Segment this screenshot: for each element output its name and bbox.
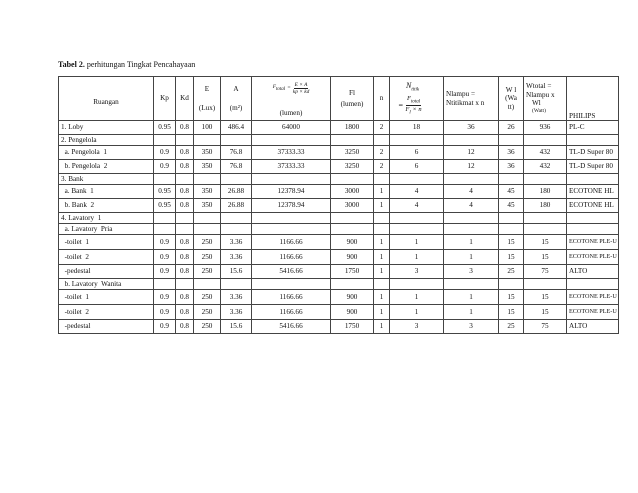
empty-cell: [154, 174, 176, 185]
header-ruangan: [59, 77, 154, 121]
cell-kd: 0.8: [176, 235, 194, 250]
room-name: 1. Loby: [59, 121, 154, 135]
cell-kp: 0.9: [154, 250, 176, 265]
empty-cell: [331, 135, 374, 146]
empty-cell: [194, 279, 221, 290]
empty-cell: [374, 135, 390, 146]
cell-fl: 900: [331, 290, 374, 305]
ntitik-formula: [390, 81, 443, 116]
table-row: [59, 320, 619, 334]
cell-nt: 6: [390, 146, 444, 160]
empty-cell: [154, 224, 176, 235]
empty-cell: [252, 224, 331, 235]
empty-cell: [252, 135, 331, 146]
table-row: [59, 305, 619, 320]
section-label: a. Lavatory Pria: [59, 224, 154, 235]
lamp-brand: ECOTONE PLE-U: [567, 250, 619, 265]
caption-label: Tabel 2.: [58, 60, 85, 69]
cell-kd: 0.8: [176, 160, 194, 174]
room-name: -toilet 1: [59, 290, 154, 305]
empty-cell: [176, 174, 194, 185]
cell-e: 250: [194, 320, 221, 334]
empty-cell: [567, 174, 619, 185]
cell-e: 100: [194, 121, 221, 135]
cell-nt: 4: [390, 199, 444, 213]
table-row: [59, 265, 619, 279]
room-name: a. Bank 1: [59, 185, 154, 199]
cell-kp: 0.9: [154, 305, 176, 320]
cell-kd: 0.8: [176, 290, 194, 305]
empty-cell: [331, 213, 374, 224]
cell-a: 15.6: [221, 320, 252, 334]
cell-wl: 25: [499, 320, 524, 334]
header-brand-text: PHILIPS: [569, 111, 596, 120]
cell-n: 2: [374, 146, 390, 160]
empty-cell: [567, 135, 619, 146]
cell-wl: 15: [499, 290, 524, 305]
empty-cell: [524, 213, 567, 224]
cell-fl: 3000: [331, 199, 374, 213]
header-ftotal-unit: (lumen): [279, 109, 303, 118]
empty-cell: [221, 213, 252, 224]
cell-wt: 432: [524, 146, 567, 160]
cell-kp: 0.9: [154, 160, 176, 174]
cell-fl: 3000: [331, 185, 374, 199]
empty-cell: [374, 213, 390, 224]
cell-ft: 5416.66: [252, 320, 331, 334]
cell-ft: 1166.66: [252, 235, 331, 250]
cell-fl: 3250: [331, 146, 374, 160]
cell-wl: 45: [499, 199, 524, 213]
cell-wt: 180: [524, 185, 567, 199]
empty-cell: [154, 135, 176, 146]
empty-cell: [374, 224, 390, 235]
empty-cell: [221, 135, 252, 146]
wtotal-line2: Nlampu x: [526, 90, 555, 99]
room-name: a. Pengelola 1: [59, 146, 154, 160]
cell-nt: 1: [390, 235, 444, 250]
cell-nl: 12: [444, 160, 499, 174]
cell-n: 1: [374, 235, 390, 250]
ftotal-denominator: kp × kd: [292, 88, 310, 95]
ntitik-numerator-sub: total: [410, 99, 421, 105]
cell-nt: 1: [390, 250, 444, 265]
empty-cell: [331, 279, 374, 290]
empty-cell: [390, 224, 444, 235]
header-e-text: E: [204, 85, 210, 94]
wl-line2: (Wa: [505, 94, 517, 103]
lamp-brand: ECOTONE PLE-U: [567, 235, 619, 250]
empty-cell: [252, 174, 331, 185]
room-name: -toilet 2: [59, 250, 154, 265]
cell-nl: 1: [444, 250, 499, 265]
section-row: [59, 135, 619, 146]
room-name: -toilet 1: [59, 235, 154, 250]
cell-e: 350: [194, 199, 221, 213]
table-caption: [58, 60, 195, 69]
empty-cell: [567, 224, 619, 235]
empty-cell: [444, 213, 499, 224]
empty-cell: [176, 213, 194, 224]
cell-kd: 0.8: [176, 320, 194, 334]
cell-a: 76.8: [221, 146, 252, 160]
cell-n: 1: [374, 250, 390, 265]
section-row: [59, 224, 619, 235]
cell-nl: 4: [444, 199, 499, 213]
empty-cell: [221, 224, 252, 235]
wtotal-line1: Wtotal =: [526, 82, 552, 91]
cell-e: 250: [194, 305, 221, 320]
section-label: 4. Lavatory 1: [59, 213, 154, 224]
empty-cell: [444, 174, 499, 185]
header-n: [374, 77, 390, 121]
cell-n: 1: [374, 265, 390, 279]
caption-title: perhitungan Tingkat Pencahayaan: [84, 60, 196, 69]
cell-e: 350: [194, 146, 221, 160]
lamp-brand: ALTO: [567, 265, 619, 279]
cell-wl: 36: [499, 146, 524, 160]
table-row: [59, 290, 619, 305]
cell-wt: 75: [524, 265, 567, 279]
cell-wt: 75: [524, 320, 567, 334]
cell-n: 2: [374, 160, 390, 174]
cell-wt: 432: [524, 160, 567, 174]
cell-nl: 3: [444, 265, 499, 279]
lamp-brand: ALTO: [567, 320, 619, 334]
cell-e: 250: [194, 265, 221, 279]
ftotal-lhs: F: [272, 83, 276, 90]
cell-a: 26.88: [221, 199, 252, 213]
cell-n: 1: [374, 320, 390, 334]
header-ntitik: [390, 77, 444, 121]
cell-n: 1: [374, 305, 390, 320]
cell-nt: 6: [390, 160, 444, 174]
section-row: [59, 213, 619, 224]
cell-kp: 0.9: [154, 146, 176, 160]
cell-fl: 3250: [331, 160, 374, 174]
empty-cell: [331, 174, 374, 185]
cell-e: 350: [194, 160, 221, 174]
ntitik-fraction: [405, 95, 421, 116]
cell-kp: 0.9: [154, 235, 176, 250]
cell-a: 486.4: [221, 121, 252, 135]
cell-nt: 18: [390, 121, 444, 135]
room-name: -pedestal: [59, 320, 154, 334]
cell-nl: 1: [444, 235, 499, 250]
header-a-text: A: [233, 85, 239, 94]
header-n-text: n: [379, 94, 384, 103]
cell-a: 15.6: [221, 265, 252, 279]
empty-cell: [154, 213, 176, 224]
cell-ft: 1166.66: [252, 305, 331, 320]
ftotal-fraction: [293, 82, 310, 95]
cell-nt: 4: [390, 185, 444, 199]
empty-cell: [176, 224, 194, 235]
section-row: [59, 279, 619, 290]
empty-cell: [390, 279, 444, 290]
cell-a: 3.36: [221, 305, 252, 320]
cell-n: 1: [374, 290, 390, 305]
cell-nl: 3: [444, 320, 499, 334]
cell-nl: 12: [444, 146, 499, 160]
cell-e: 250: [194, 235, 221, 250]
lamp-brand: ECOTONE PLE-U: [567, 290, 619, 305]
empty-cell: [567, 279, 619, 290]
cell-n: 1: [374, 185, 390, 199]
ntitik-sub: titik: [411, 87, 420, 93]
empty-cell: [176, 279, 194, 290]
header-ftotal: [252, 77, 331, 121]
empty-cell: [567, 213, 619, 224]
room-name: -pedestal: [59, 265, 154, 279]
cell-ft: 37333.33: [252, 160, 331, 174]
table-row: [59, 121, 619, 135]
header-kp: [154, 77, 176, 121]
cell-n: 1: [374, 199, 390, 213]
empty-cell: [499, 279, 524, 290]
empty-cell: [194, 213, 221, 224]
cell-ft: 1166.66: [252, 250, 331, 265]
empty-cell: [444, 224, 499, 235]
cell-wt: 936: [524, 121, 567, 135]
cell-kd: 0.8: [176, 146, 194, 160]
cell-nt: 1: [390, 305, 444, 320]
header-kd: [176, 77, 194, 121]
ntitik-eq: =: [398, 101, 404, 111]
cell-fl: 1750: [331, 320, 374, 334]
ntitik-denominator: F: [405, 106, 410, 114]
cell-wl: 15: [499, 235, 524, 250]
cell-fl: 900: [331, 305, 374, 320]
empty-cell: [390, 213, 444, 224]
section-label: 2. Pengelola: [59, 135, 154, 146]
header-fl: [331, 77, 374, 121]
cell-fl: 1750: [331, 265, 374, 279]
empty-cell: [154, 279, 176, 290]
cell-kp: 0.95: [154, 199, 176, 213]
wl-line3: tt): [507, 102, 515, 111]
empty-cell: [374, 174, 390, 185]
cell-fl: 900: [331, 250, 374, 265]
cell-a: 26.88: [221, 185, 252, 199]
cell-nl: 4: [444, 185, 499, 199]
cell-wt: 15: [524, 250, 567, 265]
header-brand: [567, 77, 619, 121]
cell-wl: 36: [499, 160, 524, 174]
cell-nl: 36: [444, 121, 499, 135]
empty-cell: [221, 279, 252, 290]
empty-cell: [194, 174, 221, 185]
cell-kd: 0.8: [176, 121, 194, 135]
cell-wl: 25: [499, 265, 524, 279]
cell-wt: 15: [524, 235, 567, 250]
empty-cell: [331, 224, 374, 235]
section-label: 3. Bank: [59, 174, 154, 185]
wtotal-unit: (Watt): [532, 108, 546, 115]
cell-ft: 1166.66: [252, 290, 331, 305]
empty-cell: [444, 279, 499, 290]
section-row: [59, 174, 619, 185]
cell-nt: 3: [390, 265, 444, 279]
empty-cell: [374, 279, 390, 290]
cell-wl: 26: [499, 121, 524, 135]
room-name: -toilet 2: [59, 305, 154, 320]
empty-cell: [524, 279, 567, 290]
empty-cell: [221, 174, 252, 185]
header-wtotal: [524, 77, 567, 121]
cell-kp: 0.9: [154, 290, 176, 305]
header-fl-text: Fl: [349, 89, 355, 98]
header-kd-text: Kd: [180, 94, 189, 103]
wtotal-line3: Wl: [532, 98, 541, 107]
ntitik-denominator-sub: l: [409, 110, 411, 116]
ftotal-numerator: E × A: [294, 81, 308, 88]
empty-cell: [524, 224, 567, 235]
nlampu-line2: Ntitikmat x n: [446, 98, 485, 107]
cell-kd: 0.8: [176, 185, 194, 199]
ftotal-sub: total: [275, 87, 286, 93]
cell-ft: 12378.94: [252, 185, 331, 199]
cell-n: 2: [374, 121, 390, 135]
table-row: [59, 146, 619, 160]
lamp-brand: TL-D Super 80: [567, 146, 619, 160]
cell-fl: 900: [331, 235, 374, 250]
ntitik-numerator: F: [406, 95, 411, 103]
table-row: [59, 250, 619, 265]
cell-a: 76.8: [221, 160, 252, 174]
cell-wl: 15: [499, 305, 524, 320]
empty-cell: [176, 135, 194, 146]
cell-a: 3.36: [221, 235, 252, 250]
cell-nl: 1: [444, 290, 499, 305]
wl-line1: W l: [505, 86, 517, 95]
cell-wt: 180: [524, 199, 567, 213]
empty-cell: [499, 224, 524, 235]
cell-kd: 0.8: [176, 265, 194, 279]
header-nlampu: [444, 77, 499, 121]
header-wl: [499, 77, 524, 121]
cell-a: 3.36: [221, 290, 252, 305]
empty-cell: [524, 174, 567, 185]
cell-e: 250: [194, 290, 221, 305]
cell-wt: 15: [524, 305, 567, 320]
cell-nl: 1: [444, 305, 499, 320]
empty-cell: [499, 213, 524, 224]
cell-wl: 45: [499, 185, 524, 199]
empty-cell: [444, 135, 499, 146]
header-a: [221, 77, 252, 121]
empty-cell: [252, 213, 331, 224]
cell-ft: 5416.66: [252, 265, 331, 279]
cell-nt: 3: [390, 320, 444, 334]
empty-cell: [499, 135, 524, 146]
cell-kd: 0.8: [176, 199, 194, 213]
cell-kd: 0.8: [176, 250, 194, 265]
header-e-unit: (Lux): [198, 103, 216, 112]
table-row: [59, 199, 619, 213]
ftotal-formula: [254, 82, 328, 95]
header-a-unit: (m²): [229, 103, 243, 112]
cell-ft: 12378.94: [252, 199, 331, 213]
table-row: [59, 235, 619, 250]
empty-cell: [390, 174, 444, 185]
cell-e: 250: [194, 250, 221, 265]
ntitik-denominator-tail: × n: [412, 106, 422, 114]
header-ruangan-text: Ruangan: [93, 98, 119, 107]
cell-ft: 64000: [252, 121, 331, 135]
lighting-calculation-table: [58, 76, 619, 334]
empty-cell: [499, 174, 524, 185]
table-row: [59, 160, 619, 174]
cell-a: 3.36: [221, 250, 252, 265]
empty-cell: [252, 279, 331, 290]
lamp-brand: ECOTONE HL: [567, 185, 619, 199]
cell-nt: 1: [390, 290, 444, 305]
cell-wl: 15: [499, 250, 524, 265]
lamp-brand: PL-C: [567, 121, 619, 135]
ftotal-eq: =: [287, 85, 291, 92]
cell-ft: 37333.33: [252, 146, 331, 160]
cell-wt: 15: [524, 290, 567, 305]
empty-cell: [524, 135, 567, 146]
empty-cell: [194, 135, 221, 146]
lamp-brand: ECOTONE PLE-U: [567, 305, 619, 320]
cell-kp: 0.9: [154, 265, 176, 279]
header-fl-unit: (lumen): [340, 99, 364, 108]
header-row: [59, 77, 619, 121]
cell-kp: 0.95: [154, 185, 176, 199]
cell-fl: 1800: [331, 121, 374, 135]
room-name: b. Pengelola 2: [59, 160, 154, 174]
lamp-brand: ECOTONE HL: [567, 199, 619, 213]
table-row: [59, 185, 619, 199]
ntitik-top: N: [406, 80, 412, 90]
room-name: b. Bank 2: [59, 199, 154, 213]
header-kp-text: Kp: [160, 94, 169, 103]
section-label: b. Lavatory Wanita: [59, 279, 154, 290]
cell-kd: 0.8: [176, 305, 194, 320]
cell-kp: 0.9: [154, 320, 176, 334]
cell-e: 350: [194, 185, 221, 199]
lamp-brand: TL-D Super 80: [567, 160, 619, 174]
empty-cell: [390, 135, 444, 146]
header-e: [194, 77, 221, 121]
cell-kp: 0.95: [154, 121, 176, 135]
empty-cell: [194, 224, 221, 235]
nlampu-line1: Nlampu =: [446, 90, 476, 99]
